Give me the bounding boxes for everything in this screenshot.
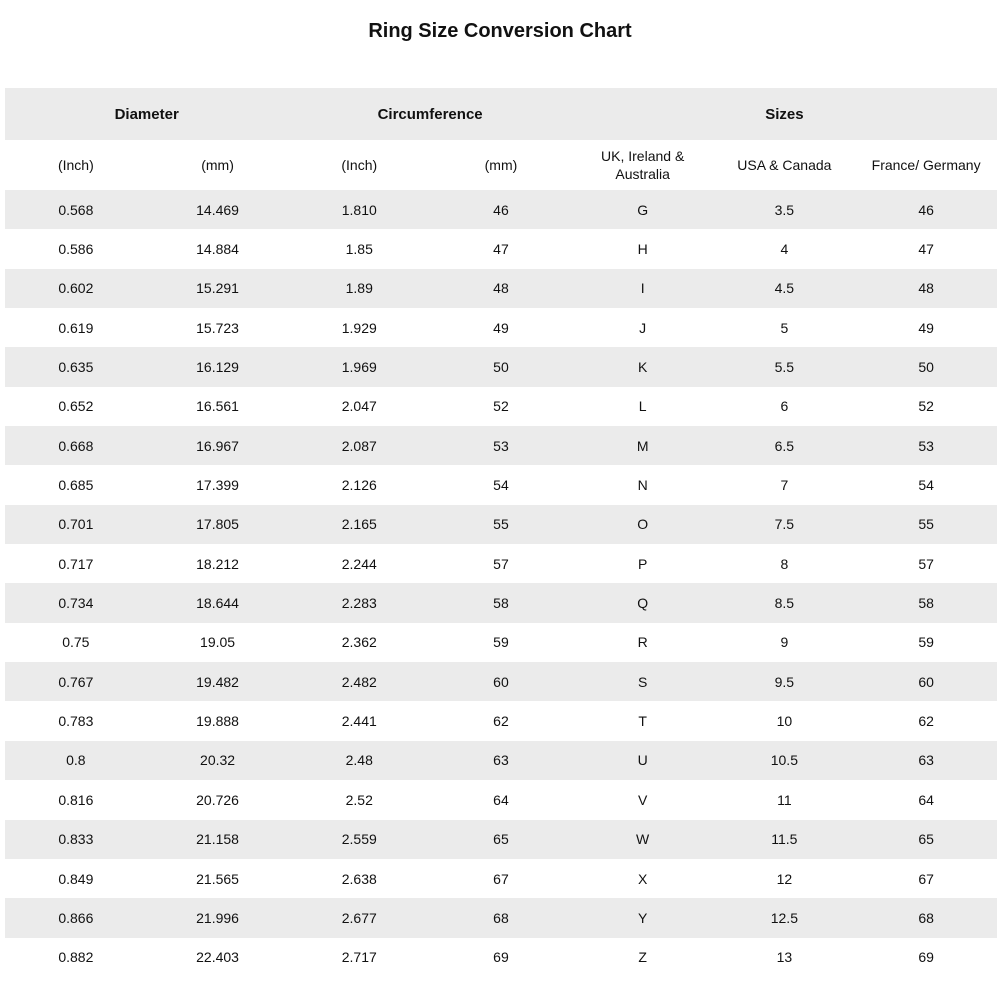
table-cell: 18.212: [147, 544, 289, 583]
table-cell: 7: [714, 465, 856, 504]
table-cell: 1.89: [288, 269, 430, 308]
table-cell: 2.482: [288, 662, 430, 701]
table-body: [5, 190, 997, 977]
table-cell: J: [572, 308, 714, 347]
table-cell: 55: [430, 505, 572, 544]
table-cell: 9: [714, 623, 856, 662]
table-cell: 7.5: [714, 505, 856, 544]
column-header-row: [5, 140, 997, 190]
table-cell: 2.48: [288, 741, 430, 780]
table-cell: H: [572, 229, 714, 268]
table-cell: 67: [430, 859, 572, 898]
table-cell: 13: [714, 938, 856, 977]
table-cell: 0.652: [5, 387, 147, 426]
table-cell: 60: [855, 662, 997, 701]
table-cell: Y: [572, 898, 714, 937]
table-cell: 2.441: [288, 701, 430, 740]
table-cell: 46: [855, 190, 997, 229]
table-row: [5, 820, 997, 859]
table-cell: 47: [430, 229, 572, 268]
page-title: Ring Size Conversion Chart: [368, 20, 632, 42]
table-cell: 9.5: [714, 662, 856, 701]
table-cell: 48: [430, 269, 572, 308]
table-cell: 0.602: [5, 269, 147, 308]
table-cell: 17.399: [147, 465, 289, 504]
table-cell: 69: [430, 938, 572, 977]
table-cell: V: [572, 780, 714, 819]
table-cell: Q: [572, 583, 714, 622]
table-row: [5, 426, 997, 465]
group-header-diameter: Diameter: [5, 88, 288, 140]
column-header-circumference-mm: (mm): [430, 140, 572, 190]
table-header: [5, 88, 997, 190]
table-cell: 3.5: [714, 190, 856, 229]
table-cell: 69: [855, 938, 997, 977]
table-cell: 2.362: [288, 623, 430, 662]
table-cell: 2.244: [288, 544, 430, 583]
table-cell: 16.129: [147, 347, 289, 386]
table-cell: 68: [430, 898, 572, 937]
table-row: [5, 859, 997, 898]
group-header-row: [5, 88, 997, 140]
table-cell: 64: [430, 780, 572, 819]
table-cell: 68: [855, 898, 997, 937]
table-cell: 1.929: [288, 308, 430, 347]
table-cell: 58: [855, 583, 997, 622]
table-cell: 0.668: [5, 426, 147, 465]
table-cell: 52: [430, 387, 572, 426]
table-cell: 15.723: [147, 308, 289, 347]
table-cell: 59: [855, 623, 997, 662]
table-cell: 63: [855, 741, 997, 780]
table-cell: 21.158: [147, 820, 289, 859]
table-cell: 57: [855, 544, 997, 583]
table-cell: 0.635: [5, 347, 147, 386]
table-cell: 49: [855, 308, 997, 347]
table-cell: 5.5: [714, 347, 856, 386]
table-cell: 15.291: [147, 269, 289, 308]
table-cell: 0.866: [5, 898, 147, 937]
table-row: [5, 269, 997, 308]
table-cell: U: [572, 741, 714, 780]
table-cell: R: [572, 623, 714, 662]
table-cell: 1.810: [288, 190, 430, 229]
table-cell: 2.559: [288, 820, 430, 859]
table-cell: 0.75: [5, 623, 147, 662]
table-cell: 12: [714, 859, 856, 898]
table-cell: 5: [714, 308, 856, 347]
table-cell: 20.726: [147, 780, 289, 819]
table-cell: 19.482: [147, 662, 289, 701]
table-cell: 67: [855, 859, 997, 898]
column-header-uk-ireland-australia: UK, Ireland & Australia: [572, 140, 714, 190]
table-cell: 0.833: [5, 820, 147, 859]
table-row: [5, 780, 997, 819]
table-cell: 2.638: [288, 859, 430, 898]
table-cell: 0.568: [5, 190, 147, 229]
table-cell: 14.469: [147, 190, 289, 229]
table-cell: 0.8: [5, 741, 147, 780]
table-cell: 65: [430, 820, 572, 859]
table-cell: 2.087: [288, 426, 430, 465]
table-cell: L: [572, 387, 714, 426]
table-cell: 11: [714, 780, 856, 819]
table-cell: 8: [714, 544, 856, 583]
table-cell: 0.783: [5, 701, 147, 740]
table-cell: N: [572, 465, 714, 504]
table-row: [5, 229, 997, 268]
table-cell: W: [572, 820, 714, 859]
table-row: [5, 662, 997, 701]
table-cell: P: [572, 544, 714, 583]
table-cell: 6.5: [714, 426, 856, 465]
table-cell: 0.816: [5, 780, 147, 819]
column-header-diameter-inch: (Inch): [5, 140, 147, 190]
table-row: [5, 741, 997, 780]
table-cell: 1.969: [288, 347, 430, 386]
table-cell: 50: [430, 347, 572, 386]
group-header-circumference: Circumference: [288, 88, 571, 140]
table-cell: S: [572, 662, 714, 701]
table-cell: 57: [430, 544, 572, 583]
table-row: [5, 898, 997, 937]
table-cell: I: [572, 269, 714, 308]
table-cell: 54: [855, 465, 997, 504]
table-cell: 4.5: [714, 269, 856, 308]
table-row: [5, 583, 997, 622]
table-cell: 0.849: [5, 859, 147, 898]
table-cell: 16.967: [147, 426, 289, 465]
table-cell: 19.888: [147, 701, 289, 740]
table-cell: Z: [572, 938, 714, 977]
table-cell: 60: [430, 662, 572, 701]
table-cell: 2.52: [288, 780, 430, 819]
ring-size-table: [5, 88, 997, 977]
table-cell: 2.717: [288, 938, 430, 977]
table-cell: 1.85: [288, 229, 430, 268]
table-cell: G: [572, 190, 714, 229]
table-cell: 0.701: [5, 505, 147, 544]
table-row: [5, 938, 997, 977]
table-cell: 64: [855, 780, 997, 819]
table-cell: 59: [430, 623, 572, 662]
table-cell: 2.126: [288, 465, 430, 504]
table-cell: 2.677: [288, 898, 430, 937]
table-cell: 21.996: [147, 898, 289, 937]
table-cell: 12.5: [714, 898, 856, 937]
table-cell: 55: [855, 505, 997, 544]
table-cell: 0.685: [5, 465, 147, 504]
column-header-circumference-inch: (Inch): [288, 140, 430, 190]
table-row: [5, 701, 997, 740]
table-cell: 0.586: [5, 229, 147, 268]
column-header-diameter-mm: (mm): [147, 140, 289, 190]
table-row: [5, 190, 997, 229]
group-header-sizes: Sizes: [572, 88, 997, 140]
table-cell: 20.32: [147, 741, 289, 780]
table-row: [5, 465, 997, 504]
table-cell: 8.5: [714, 583, 856, 622]
table-cell: M: [572, 426, 714, 465]
table-cell: 54: [430, 465, 572, 504]
table-cell: K: [572, 347, 714, 386]
table-cell: 11.5: [714, 820, 856, 859]
table-cell: T: [572, 701, 714, 740]
table-cell: 50: [855, 347, 997, 386]
table-cell: 2.283: [288, 583, 430, 622]
table-cell: 65: [855, 820, 997, 859]
column-header-usa-canada: USA & Canada: [714, 140, 856, 190]
table-row: [5, 387, 997, 426]
table-cell: 49: [430, 308, 572, 347]
table-cell: 46: [430, 190, 572, 229]
table-cell: O: [572, 505, 714, 544]
table-cell: 6: [714, 387, 856, 426]
table-cell: 18.644: [147, 583, 289, 622]
table-row: [5, 505, 997, 544]
table-cell: 62: [430, 701, 572, 740]
table-cell: 53: [855, 426, 997, 465]
table-cell: 2.165: [288, 505, 430, 544]
table-cell: 4: [714, 229, 856, 268]
table-cell: 10: [714, 701, 856, 740]
table-cell: 14.884: [147, 229, 289, 268]
table-row: [5, 347, 997, 386]
table-cell: 0.717: [5, 544, 147, 583]
table-cell: 19.05: [147, 623, 289, 662]
table-cell: 48: [855, 269, 997, 308]
table-cell: X: [572, 859, 714, 898]
table-row: [5, 308, 997, 347]
table-row: [5, 544, 997, 583]
table-cell: 62: [855, 701, 997, 740]
table-cell: 0.734: [5, 583, 147, 622]
table-cell: 47: [855, 229, 997, 268]
table-cell: 22.403: [147, 938, 289, 977]
table-cell: 10.5: [714, 741, 856, 780]
table-cell: 52: [855, 387, 997, 426]
table-row: [5, 623, 997, 662]
table-cell: 0.767: [5, 662, 147, 701]
table-cell: 17.805: [147, 505, 289, 544]
table-cell: 0.882: [5, 938, 147, 977]
column-header-france-germany: France/ Germany: [855, 140, 997, 190]
table-cell: 53: [430, 426, 572, 465]
table-cell: 21.565: [147, 859, 289, 898]
table-cell: 58: [430, 583, 572, 622]
table-cell: 2.047: [288, 387, 430, 426]
table-cell: 63: [430, 741, 572, 780]
table-cell: 16.561: [147, 387, 289, 426]
table-cell: 0.619: [5, 308, 147, 347]
